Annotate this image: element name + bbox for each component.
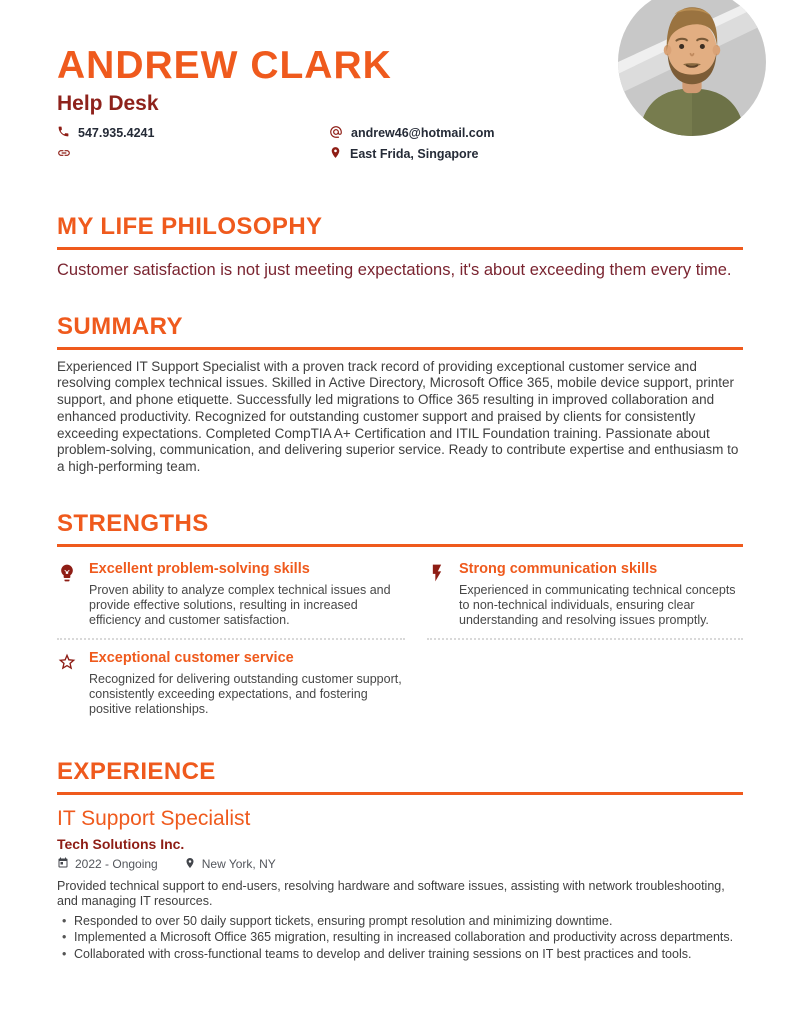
strength-item (57, 551, 405, 638)
experience-bullet: • Collaborated with cross-functional teams to develop and deliver training sessions on IT best practices and tools. (57, 946, 743, 962)
strengths-grid (57, 551, 743, 727)
location-pin-icon (184, 857, 196, 872)
strengths-column-left (57, 551, 405, 727)
summary-text: Experienced IT Support Specialist with a proven track record of providing exceptional customer service and resolving complex technical issues. Skilled in Active Directory, Microsoft Office 365, mobile device support, printer support, and phone etiquette. Successfully led migrations to Office 365 resulting in improved collaboration and enhanced productivity. Recognized for outstanding customer support and praised by clients for consistently exceeding expectations. Completed CompTIA A+ Certification and ITIL Foundation training. Passionate about problem-solving, communication, and delivering superior service. Ready to contribute expertise and enthusiasm to a high-performing team. (57, 358, 739, 475)
contact-phone (57, 125, 329, 142)
calendar-icon (57, 857, 69, 872)
phone-number: 547.935.4241 (78, 126, 155, 141)
experience-summary: Provided technical support to end-users, resolving hardware and software issues, assisting with network troubleshooting, and managing IT resources. (57, 878, 725, 909)
section-experience (57, 758, 743, 962)
strength-description: Recognized for delivering outstanding customer support, consistently exceeding expectations, and fostering positive relationships. (89, 671, 402, 716)
star-icon (57, 650, 77, 717)
philosophy-text: Customer satisfaction is not just meeting expectations, it's about exceeding them every time. (57, 260, 732, 279)
section-strengths (57, 510, 743, 727)
contact-link[interactable] (57, 146, 329, 163)
strength-item (427, 551, 743, 638)
lightbulb-icon (57, 561, 77, 628)
strength-title: Excellent problem-solving skills (89, 560, 310, 577)
at-email-icon (329, 125, 343, 142)
experience-heading: EXPERIENCE (57, 758, 743, 795)
location-text: New York, NY (201, 857, 276, 872)
experience-period (57, 857, 158, 872)
strength-description: Experienced in communicating technical concepts to non-technical individuals, ensuring clear understanding and resolving issues promptly. (459, 582, 736, 627)
person-name: ANDREW CLARK (57, 44, 392, 87)
philosophy-heading: MY LIFE PHILOSOPHY (57, 213, 743, 250)
location-text: East Frida, Singapore (350, 147, 479, 162)
experience-location (184, 857, 276, 872)
link-icon (57, 146, 71, 163)
contact-email[interactable] (329, 125, 577, 142)
contact-location (329, 146, 577, 163)
strength-item (57, 640, 405, 727)
experience-bullet: • Responded to over 50 daily support tickets, ensuring prompt resolution and minimizing downtime. (57, 913, 743, 929)
resume-header (57, 0, 743, 163)
strength-body (459, 561, 743, 628)
position-title: IT Support Specialist (57, 806, 251, 830)
strength-title: Strong communication skills (459, 560, 658, 577)
experience-meta (57, 857, 743, 872)
lightning-bolt-icon (427, 561, 447, 628)
experience-bullets (57, 913, 743, 962)
company-name: Tech Solutions Inc. (57, 835, 185, 852)
experience-entry (57, 807, 743, 962)
email-address: andrew46@hotmail.com (351, 126, 495, 141)
section-philosophy (57, 213, 743, 282)
phone-icon (57, 125, 70, 141)
strength-description: Proven ability to analyze complex technical issues and provide effective solutions, resulting in increased efficiency and customer satisfaction. (89, 582, 391, 627)
strengths-heading: STRENGTHS (57, 510, 743, 547)
dotted-divider (427, 638, 743, 640)
location-pin-icon (329, 146, 342, 162)
job-title: Help Desk (57, 91, 159, 115)
profile-photo (618, 0, 766, 136)
experience-bullet: • Implemented a Microsoft Office 365 migration, resulting in increased collaboration and productivity across departments. (57, 929, 743, 945)
contact-info (57, 125, 577, 163)
strength-title: Exceptional customer service (89, 649, 294, 666)
strength-body (89, 650, 405, 717)
strengths-column-right (427, 551, 743, 727)
section-summary (57, 313, 743, 476)
strength-body (89, 561, 405, 628)
period-text: 2022 - Ongoing (75, 857, 158, 872)
summary-heading: SUMMARY (57, 313, 743, 350)
